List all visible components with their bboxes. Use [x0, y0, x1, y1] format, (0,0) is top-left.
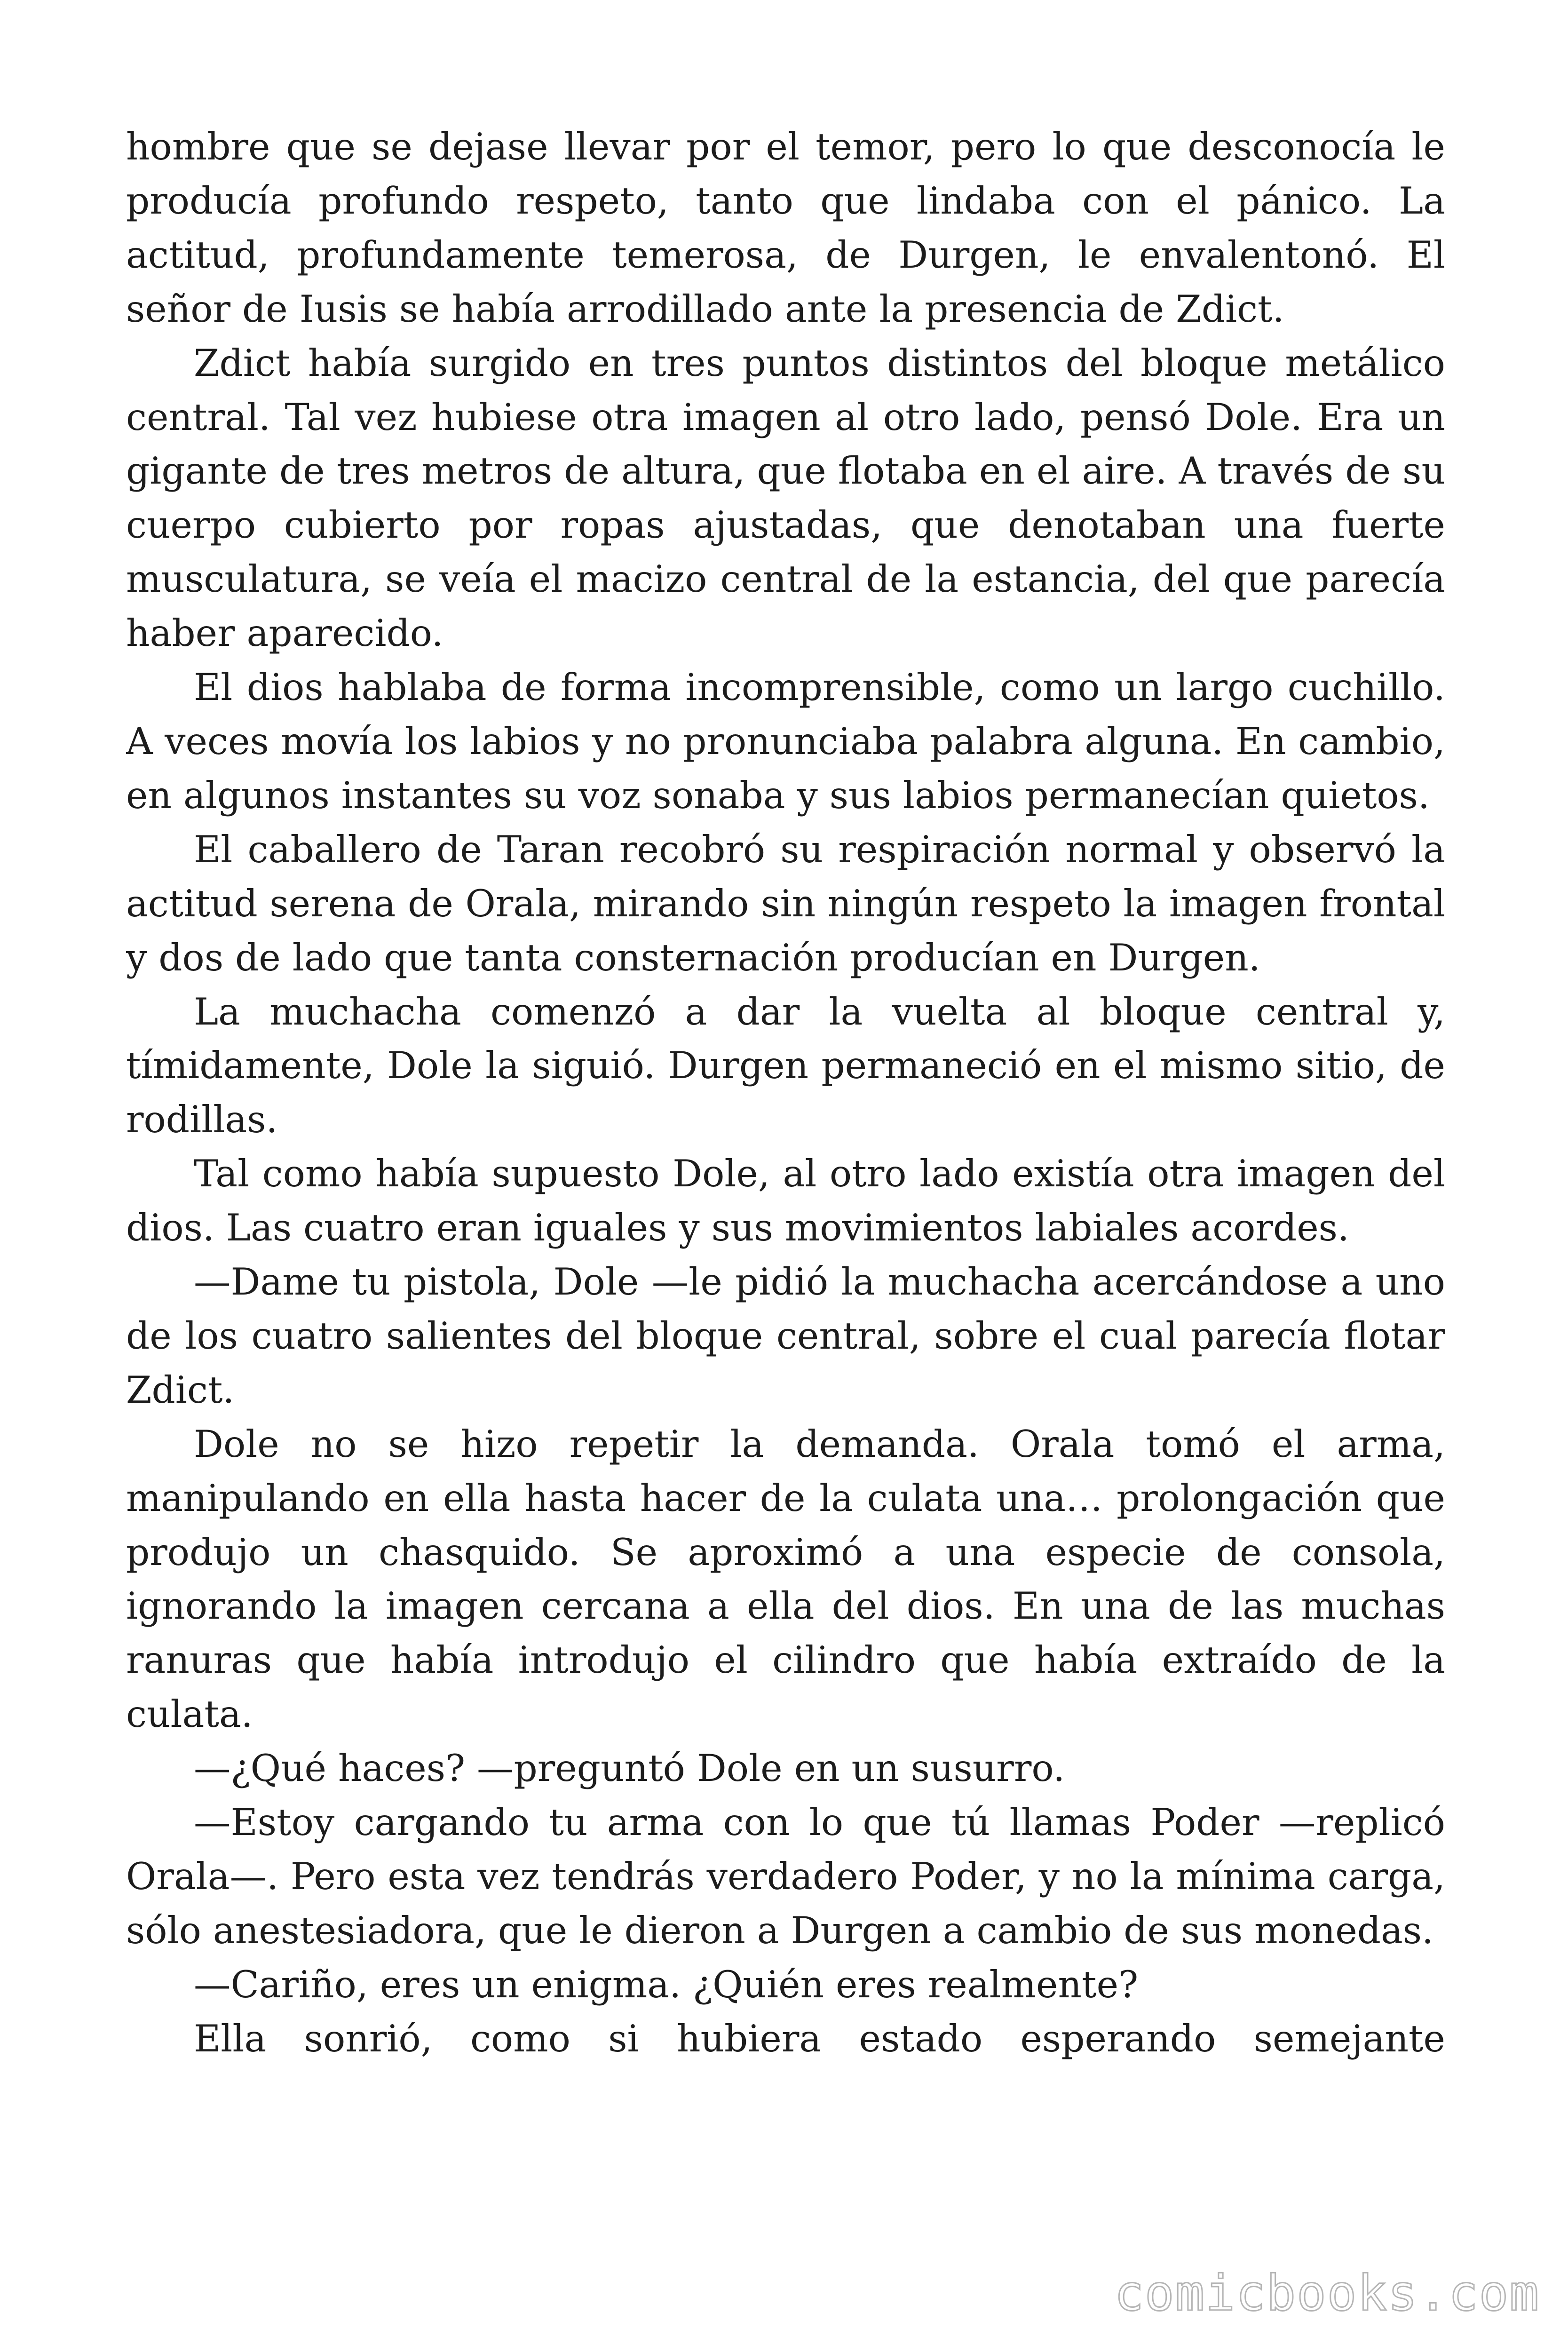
paragraph-2: Zdict había surgido en tres puntos distintos del bloque metálico central. Tal vez hubiese otra imagen al otro lado, pensó Dole. Era un gigante de tres metros de altura, que flotaba en el aire. A través de su cuerpo cubierto por ropas ajustadas, que denotaban una fuerte musculatura, se veía el macizo central de la estancia, del que parecía haber aparecido. [126, 341, 1445, 655]
page-text [126, 120, 1445, 2260]
paragraph-10: —Estoy cargando tu arma con lo que tú llamas Poder —replicó Orala—. Pero esta vez tendrás verdadero Poder, y no la mínima carga, sólo anestesiadora, que le dieron a Durgen a cambio de sus monedas. [126, 1801, 1445, 1952]
paragraph-3: El dios hablaba de forma incomprensible, como un largo cuchillo. A veces movía los labios y no pronunciaba palabra alguna. En cambio, en algunos instantes su voz sonaba y sus labios permanecían quietos. [126, 666, 1445, 817]
paragraph-6: Tal como había supuesto Dole, al otro lado existía otra imagen del dios. Las cuatro eran iguales y sus movimientos labiales acordes. [126, 1152, 1445, 1250]
paragraph-5: La muchacha comenzó a dar la vuelta al bloque central y, tímidamente, Dole la siguió. Durgen permaneció en el mismo sitio, de rodillas. [126, 990, 1445, 1142]
paragraph-4: El caballero de Taran recobró su respiración normal y observó la actitud serena de Orala, mirando sin ningún respeto la imagen frontal y dos de lado que tanta consternación producían en Durgen. [126, 827, 1445, 979]
paragraph-9: —¿Qué haces? —preguntó Dole en un susurro. [194, 1747, 1065, 1790]
paragraph-1: hombre que se dejase llevar por el temor, pero lo que desconocía le producía profundo respeto, tanto que lindaba con el pánico. La actitud, profundamente temerosa, de Durgen, le envalentonó. El señor de Iusis se había arrodillado ante la presencia de Zdict. [126, 125, 1445, 331]
paragraph-12: Ella sonrió, como si hubiera estado esperando semejante [194, 2017, 1445, 2060]
paragraph-11: —Cariño, eres un enigma. ¿Quién eres realmente? [194, 1963, 1139, 2006]
watermark: comicbooks.com [1114, 2265, 1540, 2322]
paragraph-7: —Dame tu pistola, Dole —le pidió la muchacha acercándose a uno de los cuatro salientes del bloque central, sobre el cual parecía flotar Zdict. [126, 1260, 1445, 1412]
paragraph-8: Dole no se hizo repetir la demanda. Orala tomó el arma, manipulando en ella hasta hacer de la culata una… prolongación que produjo un chasquido. Se aproximó a una especie de consola, ignorando la imagen cercana a ella del dios. En una de las muchas ranuras que había introdujo el cilindro que había extraído de la culata. [126, 1422, 1445, 1736]
